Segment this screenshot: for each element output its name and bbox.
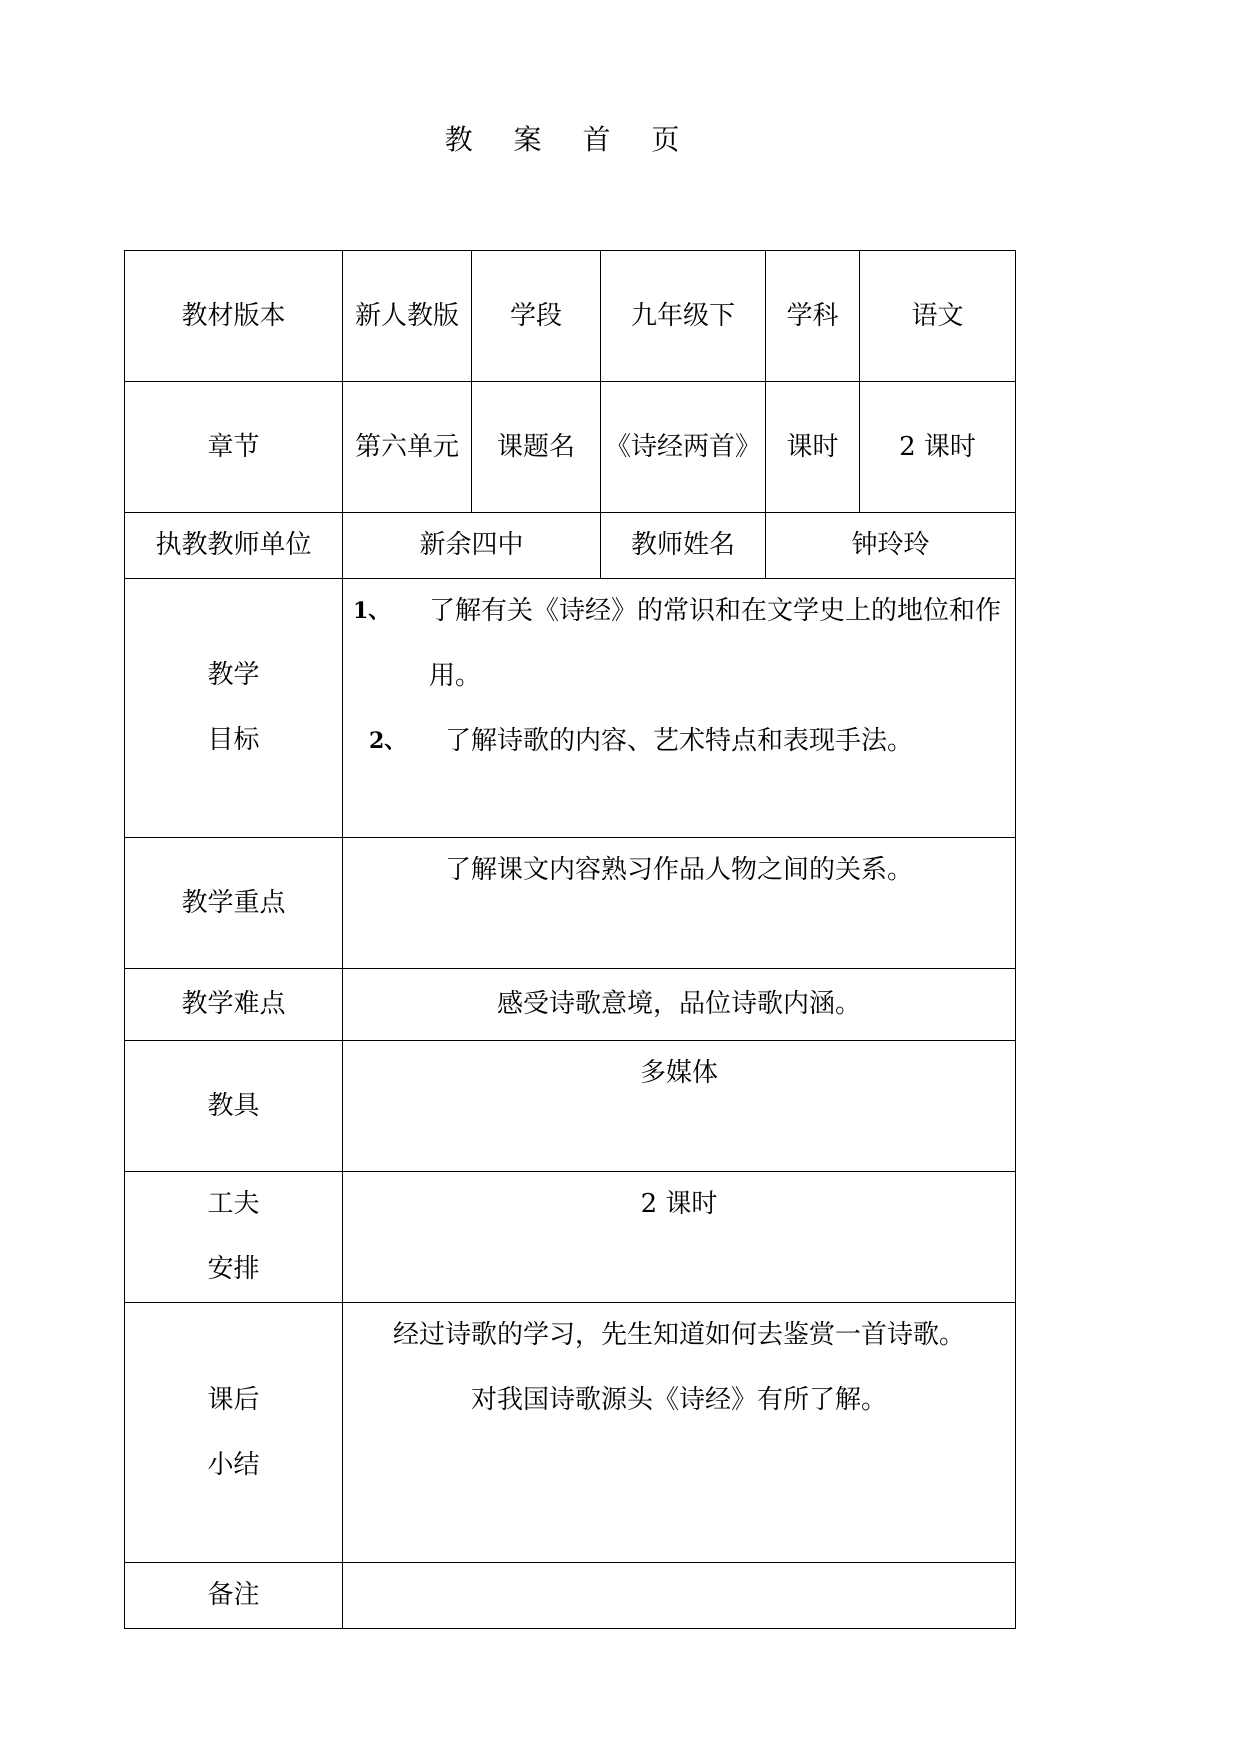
teacher-name-value: 钟玲玲: [766, 513, 1016, 579]
topic-value: 《诗经两首》: [601, 382, 766, 513]
topic-label: 课题名: [472, 382, 601, 513]
chapter-label: 章节: [125, 382, 343, 513]
chapter-value: 第六单元: [343, 382, 472, 513]
teacher-unit-value: 新余四中: [343, 513, 601, 579]
table-row: [125, 1303, 1016, 1563]
table-row: [125, 513, 1016, 579]
table-row: [125, 1172, 1016, 1303]
edition-value: 新人教版: [343, 251, 472, 382]
summary-label-line1: 课后: [207, 1384, 260, 1415]
subject-value: 语文: [860, 251, 1016, 382]
summary-line2: 对我国诗歌源头《诗经》有所了解。: [470, 1385, 887, 1415]
stage-label: 学段: [472, 251, 601, 382]
remarks-label: 备注: [125, 1563, 343, 1629]
table-row: [125, 1041, 1016, 1172]
list-item: [351, 579, 1007, 709]
schedule-value: 2 课时: [343, 1172, 1016, 1303]
list-item: [351, 709, 1007, 774]
goal-number: 2、: [369, 728, 407, 754]
table-row: [125, 579, 1016, 838]
teacher-name-label: 教师姓名: [601, 513, 766, 579]
difficulties-value: 感受诗歌意境，品位诗歌内涵。: [343, 969, 1016, 1041]
schedule-label-line2: 安排: [207, 1254, 260, 1284]
tools-value: 多媒体: [343, 1041, 1016, 1172]
summary-label: [125, 1303, 343, 1563]
table-row: [125, 969, 1016, 1041]
summary-label-line2: 小结: [207, 1449, 260, 1480]
difficulties-label: 教学难点: [125, 969, 343, 1041]
teacher-unit-label: 执教教师单位: [125, 513, 343, 579]
goal-number: 1、: [353, 598, 391, 624]
table-row: [125, 251, 1016, 382]
remarks-value: [343, 1563, 1016, 1629]
key-points-value: 了解课文内容熟习作品人物之间的关系。: [343, 838, 1016, 969]
subject-label: 学科: [766, 251, 860, 382]
table-row: [125, 1563, 1016, 1629]
summary-value: [343, 1303, 1016, 1563]
goal-text: 了解有关《诗经》的常识和在文学史上的地位和作用。: [429, 596, 1002, 691]
tools-label: 教具: [125, 1041, 343, 1172]
schedule-label-line1: 工夫: [207, 1189, 260, 1219]
edition-label: 教材版本: [125, 251, 343, 382]
stage-value: 九年级下: [601, 251, 766, 382]
goals-label: [125, 579, 343, 838]
lesson-plan-table: [124, 250, 1016, 1629]
hours-value: 2 课时: [860, 382, 1016, 513]
goals-label-line2: 目标: [207, 725, 260, 755]
goals-label-line1: 教学: [207, 660, 260, 690]
hours-label: 课时: [766, 382, 860, 513]
page-title: 教 案 首 页: [444, 123, 696, 156]
table-row: [125, 838, 1016, 969]
table-row: [125, 382, 1016, 513]
key-points-label: 教学重点: [125, 838, 343, 969]
schedule-label: [125, 1172, 343, 1303]
goals-content: [343, 579, 1016, 838]
summary-line1: 经过诗歌的学习，先生知道如何去鉴赏一首诗歌。: [392, 1320, 965, 1350]
goal-text: 了解诗歌的内容、艺术特点和表现手法。: [445, 726, 914, 756]
